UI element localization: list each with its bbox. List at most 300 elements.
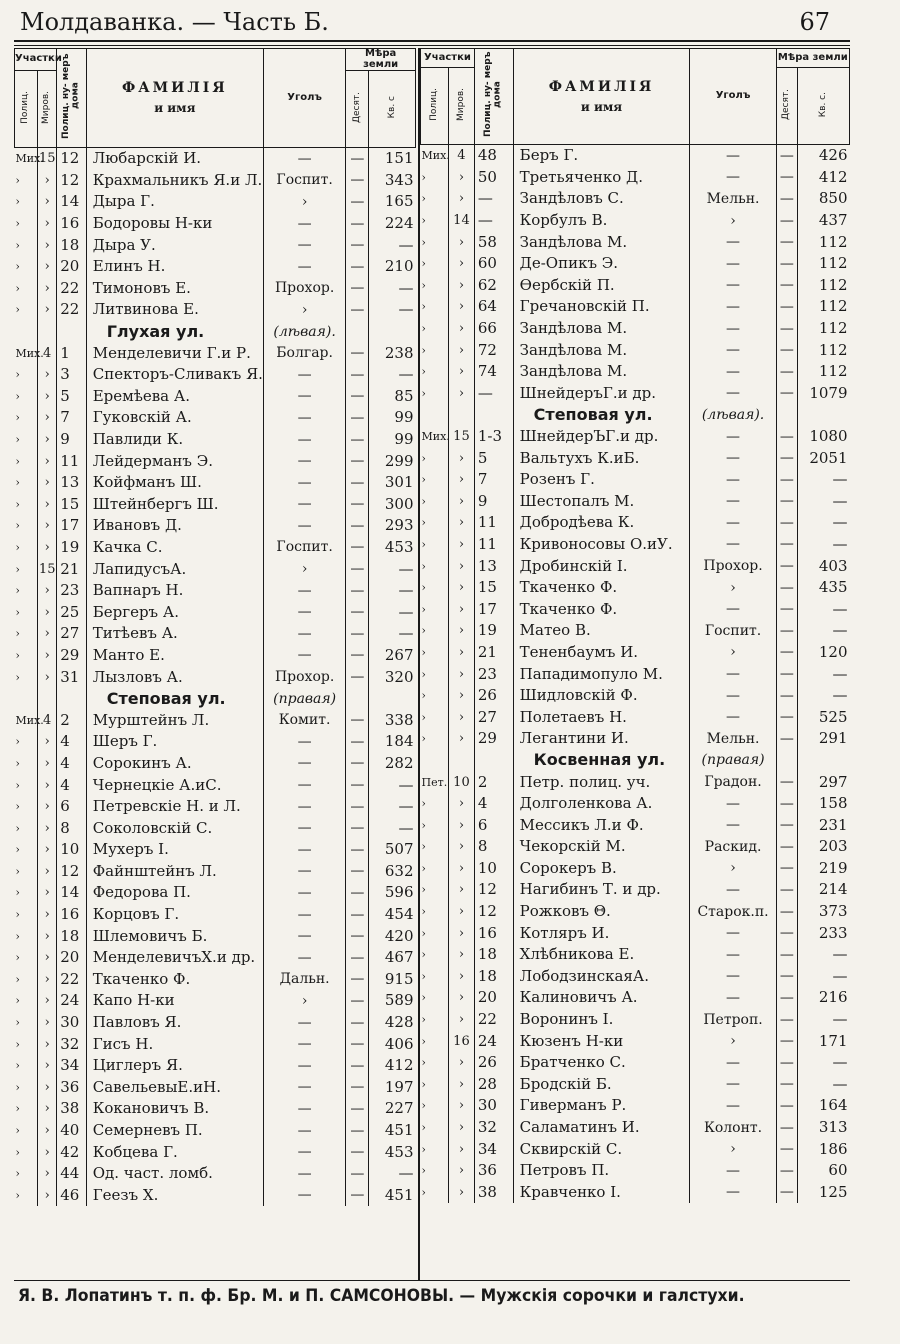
magistrate-district-cell: ›	[38, 796, 57, 818]
police-district-cell: ›	[421, 275, 449, 297]
corner-cell: —	[263, 234, 345, 256]
table-row	[421, 620, 850, 642]
owner-name-cell: Чернецкіе А.иС.	[86, 774, 263, 796]
magistrate-district-cell: 14	[449, 210, 475, 232]
police-district-cell: ›	[15, 191, 38, 213]
corner-cell: ›	[690, 577, 776, 599]
square-sazhen-cell: 299	[384, 451, 414, 470]
corner-cell: —	[263, 364, 345, 386]
desiatina-cell: —	[776, 361, 798, 383]
magistrate-district-cell: ›	[38, 1120, 57, 1142]
desiatina-cell: —	[346, 537, 369, 559]
magistrate-district-cell: ›	[38, 386, 57, 408]
police-district-cell: Мих.	[15, 709, 38, 731]
police-district-cell: ›	[421, 793, 449, 815]
magistrate-district-cell: 15	[449, 426, 475, 448]
square-sazhen-cell: 197	[384, 1077, 414, 1096]
house-number-cell: 12	[57, 861, 87, 883]
house-number-cell: 12	[57, 148, 87, 170]
desiatina-cell: —	[776, 577, 798, 599]
owner-name-cell: Федорова П.	[86, 882, 263, 904]
desiatina-cell: —	[346, 839, 369, 861]
corner-cell: —	[690, 296, 776, 318]
house-number-header: Полиц. ну- меръ дома	[57, 49, 87, 148]
corner-cell: —	[263, 925, 345, 947]
table-row	[421, 167, 850, 189]
table-row	[421, 1160, 850, 1182]
police-district-cell: ›	[421, 620, 449, 642]
table-row	[15, 709, 416, 731]
owner-name-cell: Зандѣлова М.	[513, 318, 690, 340]
corner-cell: Болгар.	[263, 342, 345, 364]
page-number: 67	[799, 8, 830, 36]
square-sazhen-cell: 437	[818, 211, 848, 230]
police-district-cell: ›	[15, 450, 38, 472]
house-number-cell: 30	[57, 1012, 87, 1034]
house-number-cell: 32	[57, 1033, 87, 1055]
police-district-cell: ›	[15, 925, 38, 947]
house-number-cell: 18	[57, 234, 87, 256]
owner-name-cell: Дыра У.	[86, 234, 263, 256]
corner-cell: —	[690, 1160, 776, 1182]
house-number-cell: 10	[57, 839, 87, 861]
magistrate-district-cell: ›	[38, 450, 57, 472]
corner-cell: Госпит.	[690, 620, 776, 642]
desiatina-cell: —	[346, 666, 369, 688]
corner-cell: ›	[690, 210, 776, 232]
corner-cell: ›	[263, 558, 345, 580]
owner-name-cell: Калиновичъ А.	[513, 987, 690, 1009]
desiatina-cell: —	[346, 1185, 369, 1207]
owner-name-cell: Бодоровы Н-ки	[86, 213, 263, 235]
house-number-cell: 7	[57, 407, 87, 429]
table-row	[15, 407, 416, 429]
table-row	[15, 429, 416, 451]
magistrate-district-cell: ›	[449, 361, 475, 383]
desiatina-cell: —	[776, 685, 798, 707]
magistrate-district-cell: ›	[449, 987, 475, 1009]
owner-name-cell: Де-Опикъ Э.	[513, 253, 690, 275]
owner-name-cell: Циглеръ Я.	[86, 1055, 263, 1077]
corner-cell: —	[263, 601, 345, 623]
square-sazhen-cell: 589	[384, 991, 414, 1010]
owner-name-cell: Третьяченко Д.	[513, 167, 690, 189]
desiatina-cell: —	[346, 623, 369, 645]
square-sazhen-cell: 632	[384, 861, 414, 880]
square-sazhen-cell: —	[832, 945, 848, 964]
owner-name-cell: Семерневъ П.	[86, 1120, 263, 1142]
table-row	[15, 1033, 416, 1055]
magistrate-district-cell	[449, 750, 475, 772]
owner-name-cell: Косвенная ул.	[513, 750, 690, 772]
magistrate-district-cell: ›	[449, 966, 475, 988]
police-district-cell: ›	[15, 364, 38, 386]
owner-name-cell: Бергеръ А.	[86, 601, 263, 623]
square-sazhen-cell: —	[832, 966, 848, 985]
desiatina-cell: —	[346, 796, 369, 818]
square-sazhen-cell: 164	[818, 1096, 848, 1115]
table-row	[421, 426, 850, 448]
corner-cell: (правая)	[690, 750, 776, 772]
desiatina-cell: —	[346, 709, 369, 731]
square-sazhen-cell: 267	[384, 645, 414, 664]
desiatina-cell: —	[776, 901, 798, 923]
table-row	[15, 580, 416, 602]
owner-name-cell: Менделевичи Г.и Р.	[86, 342, 263, 364]
magistrate-district-cell: ›	[449, 663, 475, 685]
owner-name-cell: Файнштейнъ Л.	[86, 861, 263, 883]
house-number-cell: 18	[474, 966, 513, 988]
house-number-cell: 23	[57, 580, 87, 602]
table-row	[421, 296, 850, 318]
owner-name-cell: Глухая ул.	[86, 321, 263, 343]
table-row	[15, 494, 416, 516]
house-number-cell: —	[474, 210, 513, 232]
house-number-cell: 19	[474, 620, 513, 642]
table-row	[15, 472, 416, 494]
house-number-cell: 22	[57, 969, 87, 991]
magistrate-district-cell: ›	[38, 753, 57, 775]
magistrate-district-cell: ›	[38, 1077, 57, 1099]
magistrate-district-cell: ›	[38, 170, 57, 192]
magistrate-district-cell: ›	[449, 1117, 475, 1139]
square-sazhen-cell: 112	[818, 319, 848, 338]
owner-name-cell: СавельевыЕ.иН.	[86, 1077, 263, 1099]
desiatina-cell: —	[346, 1098, 369, 1120]
house-number-cell: 25	[57, 601, 87, 623]
house-number-cell: 21	[57, 558, 87, 580]
corner-cell: —	[263, 817, 345, 839]
desiatina-cell: —	[346, 494, 369, 516]
desiatina-cell: —	[776, 383, 798, 405]
corner-cell: —	[263, 1185, 345, 1207]
owner-name-cell: Кривоносовы О.иУ.	[513, 534, 690, 556]
police-district-cell: ›	[15, 1012, 38, 1034]
corner-cell: Раскид.	[690, 836, 776, 858]
left-table-body	[15, 148, 416, 1207]
square-sazhen-cell: —	[398, 775, 414, 794]
corner-cell: —	[263, 450, 345, 472]
desiatina-cell: —	[776, 1138, 798, 1160]
police-district-cell: ›	[15, 299, 38, 321]
desiatina-cell: —	[776, 987, 798, 1009]
owner-name-cell: Павлиди К.	[86, 429, 263, 451]
house-number-cell: 11	[474, 534, 513, 556]
police-district-cell: ›	[421, 685, 449, 707]
kv-header: Кв. с.	[798, 68, 850, 145]
square-sazhen-cell: —	[398, 602, 414, 621]
square-sazhen-cell: —	[832, 664, 848, 683]
house-number-cell: 5	[57, 386, 87, 408]
owner-name-cell: Еремѣева А.	[86, 386, 263, 408]
corner-cell: Старок.п.	[690, 901, 776, 923]
table-row	[421, 1009, 850, 1031]
magistrate-district-cell: ›	[449, 706, 475, 728]
owner-name-cell: Сорокинъ А.	[86, 753, 263, 775]
police-district-cell	[15, 321, 38, 343]
desiatina-cell: —	[346, 1163, 369, 1185]
table-row	[15, 645, 416, 667]
corner-cell: —	[263, 839, 345, 861]
table-row	[421, 598, 850, 620]
square-sazhen-cell: 301	[384, 473, 414, 492]
magistrate-district-cell: ›	[449, 1052, 475, 1074]
owner-name-cell: Корбулъ В.	[513, 210, 690, 232]
table-row	[15, 1055, 416, 1077]
desiatina-cell: —	[346, 213, 369, 235]
desiatina-cell: —	[776, 663, 798, 685]
house-number-cell: 34	[474, 1138, 513, 1160]
square-sazhen-cell: 99	[394, 408, 414, 427]
desiatina-cell: —	[776, 447, 798, 469]
desiatina-cell: —	[346, 148, 369, 170]
house-number-cell: 64	[474, 296, 513, 318]
square-sazhen-cell: 435	[818, 578, 848, 597]
police-district-cell: ›	[15, 558, 38, 580]
house-number-cell: 74	[474, 361, 513, 383]
house-number-cell: 22	[57, 299, 87, 321]
house-number-cell: 11	[474, 512, 513, 534]
square-sazhen-cell: 373	[818, 902, 848, 921]
desiatina-cell: —	[776, 1117, 798, 1139]
police-district-cell: ›	[421, 663, 449, 685]
table-row	[15, 234, 416, 256]
owner-name-cell: Зандѣлова М.	[513, 361, 690, 383]
police-district-cell: ›	[421, 901, 449, 923]
police-district-cell: ›	[421, 1160, 449, 1182]
magistrate-district-cell: ›	[449, 447, 475, 469]
table-row	[15, 947, 416, 969]
desiatina-cell: —	[346, 925, 369, 947]
desiatina-cell: —	[346, 515, 369, 537]
square-sazhen-cell: 227	[384, 1099, 414, 1118]
owner-name-cell: Ткаченко Ф.	[513, 577, 690, 599]
table-row	[15, 796, 416, 818]
table-row	[421, 361, 850, 383]
house-number-cell: 16	[474, 922, 513, 944]
police-district-cell: ›	[421, 1095, 449, 1117]
square-sazhen-cell: 60	[828, 1161, 848, 1180]
corner-cell: Колонт.	[690, 1117, 776, 1139]
square-sazhen-cell: —	[832, 599, 848, 618]
magistrate-district-cell: ›	[38, 256, 57, 278]
house-number-cell: 16	[57, 213, 87, 235]
corner-cell: —	[690, 814, 776, 836]
table-row	[421, 814, 850, 836]
desiatina-cell: —	[776, 620, 798, 642]
magistrate-district-cell: ›	[449, 1160, 475, 1182]
table-row	[15, 1163, 416, 1185]
table-row	[421, 858, 850, 880]
square-sazhen-cell: 1080	[809, 427, 848, 446]
desiatina-cell: —	[776, 231, 798, 253]
police-district-cell: ›	[421, 188, 449, 210]
magistrate-district-cell: ›	[38, 494, 57, 516]
magistrate-district-cell: ›	[449, 383, 475, 405]
page-title: Молдаванка. — Часть Б.	[20, 8, 329, 36]
corner-cell: —	[690, 145, 776, 167]
corner-cell: —	[690, 426, 776, 448]
table-row	[15, 882, 416, 904]
magistrate-district-cell: ›	[38, 1185, 57, 1207]
table-row	[15, 342, 416, 364]
house-number-cell: 16	[57, 904, 87, 926]
police-district-cell: Мих.	[15, 342, 38, 364]
desiatina-cell: —	[776, 1009, 798, 1031]
header-rule-thin	[14, 45, 850, 46]
mirov-header: Миров.	[449, 68, 475, 145]
police-district-cell: ›	[421, 253, 449, 275]
uchastki-header: Участки	[15, 49, 57, 71]
corner-cell: —	[263, 429, 345, 451]
magistrate-district-cell: ›	[449, 598, 475, 620]
police-district-cell: ›	[421, 167, 449, 189]
square-sazhen-cell: 210	[384, 257, 414, 276]
magistrate-district-cell: ›	[38, 1055, 57, 1077]
owner-name-cell: Степовая ул.	[86, 688, 263, 710]
square-sazhen-cell: 224	[384, 214, 414, 233]
table-row	[421, 491, 850, 513]
magistrate-district-cell: ›	[449, 1074, 475, 1096]
corner-cell: —	[263, 148, 345, 170]
magistrate-district-cell: ›	[449, 901, 475, 923]
desiatina-cell: —	[776, 469, 798, 491]
corner-cell: —	[690, 987, 776, 1009]
owner-name-cell: Шеръ Г.	[86, 731, 263, 753]
police-district-cell: ›	[421, 1074, 449, 1096]
square-sazhen-cell: —	[832, 1053, 848, 1072]
table-row	[421, 879, 850, 901]
corner-cell: —	[690, 1095, 776, 1117]
table-row	[15, 191, 416, 213]
square-sazhen-cell: 120	[818, 642, 848, 661]
corner-cell: —	[263, 1163, 345, 1185]
owner-name-cell: Долголенкова А.	[513, 793, 690, 815]
corner-cell: —	[690, 1074, 776, 1096]
house-number-cell: 36	[57, 1077, 87, 1099]
police-district-cell: ›	[15, 494, 38, 516]
magistrate-district-cell: ›	[449, 1095, 475, 1117]
land-header: Мѣра земли	[776, 49, 849, 68]
house-number-header: Полиц. ну- меръ дома	[474, 49, 513, 145]
magistrate-district-cell: ›	[38, 213, 57, 235]
house-number-cell: 2	[474, 771, 513, 793]
table-row	[421, 836, 850, 858]
magistrate-district-cell: ›	[38, 537, 57, 559]
mirov-header: Миров.	[38, 71, 57, 148]
owner-name-cell: Титѣевъ А.	[86, 623, 263, 645]
desiatina-cell: —	[776, 879, 798, 901]
owner-name-cell: Мухеръ І.	[86, 839, 263, 861]
magistrate-district-cell: ›	[38, 623, 57, 645]
magistrate-district-cell: ›	[449, 318, 475, 340]
land-header: Мѣра земли	[346, 49, 416, 71]
police-district-cell: Мих.	[421, 145, 449, 167]
table-row	[421, 145, 850, 167]
police-district-cell: ›	[15, 796, 38, 818]
desiatina-cell: —	[346, 1012, 369, 1034]
desiatina-cell: —	[346, 170, 369, 192]
corner-cell: ›	[690, 642, 776, 664]
owner-name-cell: Геезъ Х.	[86, 1185, 263, 1207]
desiatina-cell: —	[346, 407, 369, 429]
corner-cell: —	[690, 231, 776, 253]
magistrate-district-cell: ›	[38, 904, 57, 926]
corner-cell: —	[263, 386, 345, 408]
table-row	[421, 447, 850, 469]
corner-cell: —	[263, 1077, 345, 1099]
corner-cell: Градон.	[690, 771, 776, 793]
table-row	[15, 256, 416, 278]
police-district-cell: ›	[15, 753, 38, 775]
magistrate-district-cell: ›	[449, 685, 475, 707]
house-number-cell: 8	[474, 836, 513, 858]
owner-name-cell: Хлѣбникова Е.	[513, 944, 690, 966]
corner-cell: —	[690, 966, 776, 988]
table-row	[421, 728, 850, 750]
desiatina-cell: —	[346, 774, 369, 796]
police-district-cell	[15, 688, 38, 710]
corner-cell: —	[690, 447, 776, 469]
house-number-cell: 40	[57, 1120, 87, 1142]
magistrate-district-cell: ›	[449, 836, 475, 858]
square-sazhen-cell: —	[832, 534, 848, 553]
corner-cell: —	[690, 706, 776, 728]
desiatina-cell: —	[776, 318, 798, 340]
desiatina-cell	[776, 404, 798, 426]
square-sazhen-cell: 238	[384, 343, 414, 362]
table-row	[15, 170, 416, 192]
house-number-cell: 4	[57, 731, 87, 753]
square-sazhen-cell: 403	[818, 556, 848, 575]
owner-name-cell: Кокановичъ В.	[86, 1098, 263, 1120]
police-district-cell: ›	[15, 990, 38, 1012]
magistrate-district-cell: 16	[449, 1030, 475, 1052]
magistrate-district-cell: ›	[38, 299, 57, 321]
desiatina-cell: —	[346, 947, 369, 969]
owner-name-cell: Гуковскій А.	[86, 407, 263, 429]
desiatina-cell: —	[346, 904, 369, 926]
house-number-cell: 12	[474, 901, 513, 923]
corner-header: Уголъ	[263, 49, 345, 148]
magistrate-district-cell: ›	[449, 555, 475, 577]
square-sazhen-cell: —	[398, 624, 414, 643]
house-number-cell: 23	[474, 663, 513, 685]
desiatina-cell: —	[776, 858, 798, 880]
right-table-body	[421, 145, 850, 1204]
desiatina-cell	[776, 750, 798, 772]
police-district-cell: ›	[15, 407, 38, 429]
magistrate-district-cell: ›	[449, 577, 475, 599]
owner-name-cell: Зандѣловъ С.	[513, 188, 690, 210]
police-district-cell: ›	[15, 386, 38, 408]
corner-cell: —	[690, 512, 776, 534]
corner-cell: —	[690, 1052, 776, 1074]
owner-name-cell: Тененбаумъ И.	[513, 642, 690, 664]
square-sazhen-cell: 426	[818, 146, 848, 165]
desiatina-cell: —	[346, 1033, 369, 1055]
owner-name-cell: Беръ Г.	[513, 145, 690, 167]
corner-cell: —	[690, 944, 776, 966]
street-section-row	[15, 321, 416, 343]
police-district-cell: ›	[15, 882, 38, 904]
table-row	[15, 601, 416, 623]
square-sazhen-cell: 343	[384, 170, 414, 189]
house-number-cell: 30	[474, 1095, 513, 1117]
square-sazhen-cell: —	[832, 470, 848, 489]
square-sazhen-cell: 1079	[809, 383, 848, 402]
police-district-cell: ›	[421, 814, 449, 836]
